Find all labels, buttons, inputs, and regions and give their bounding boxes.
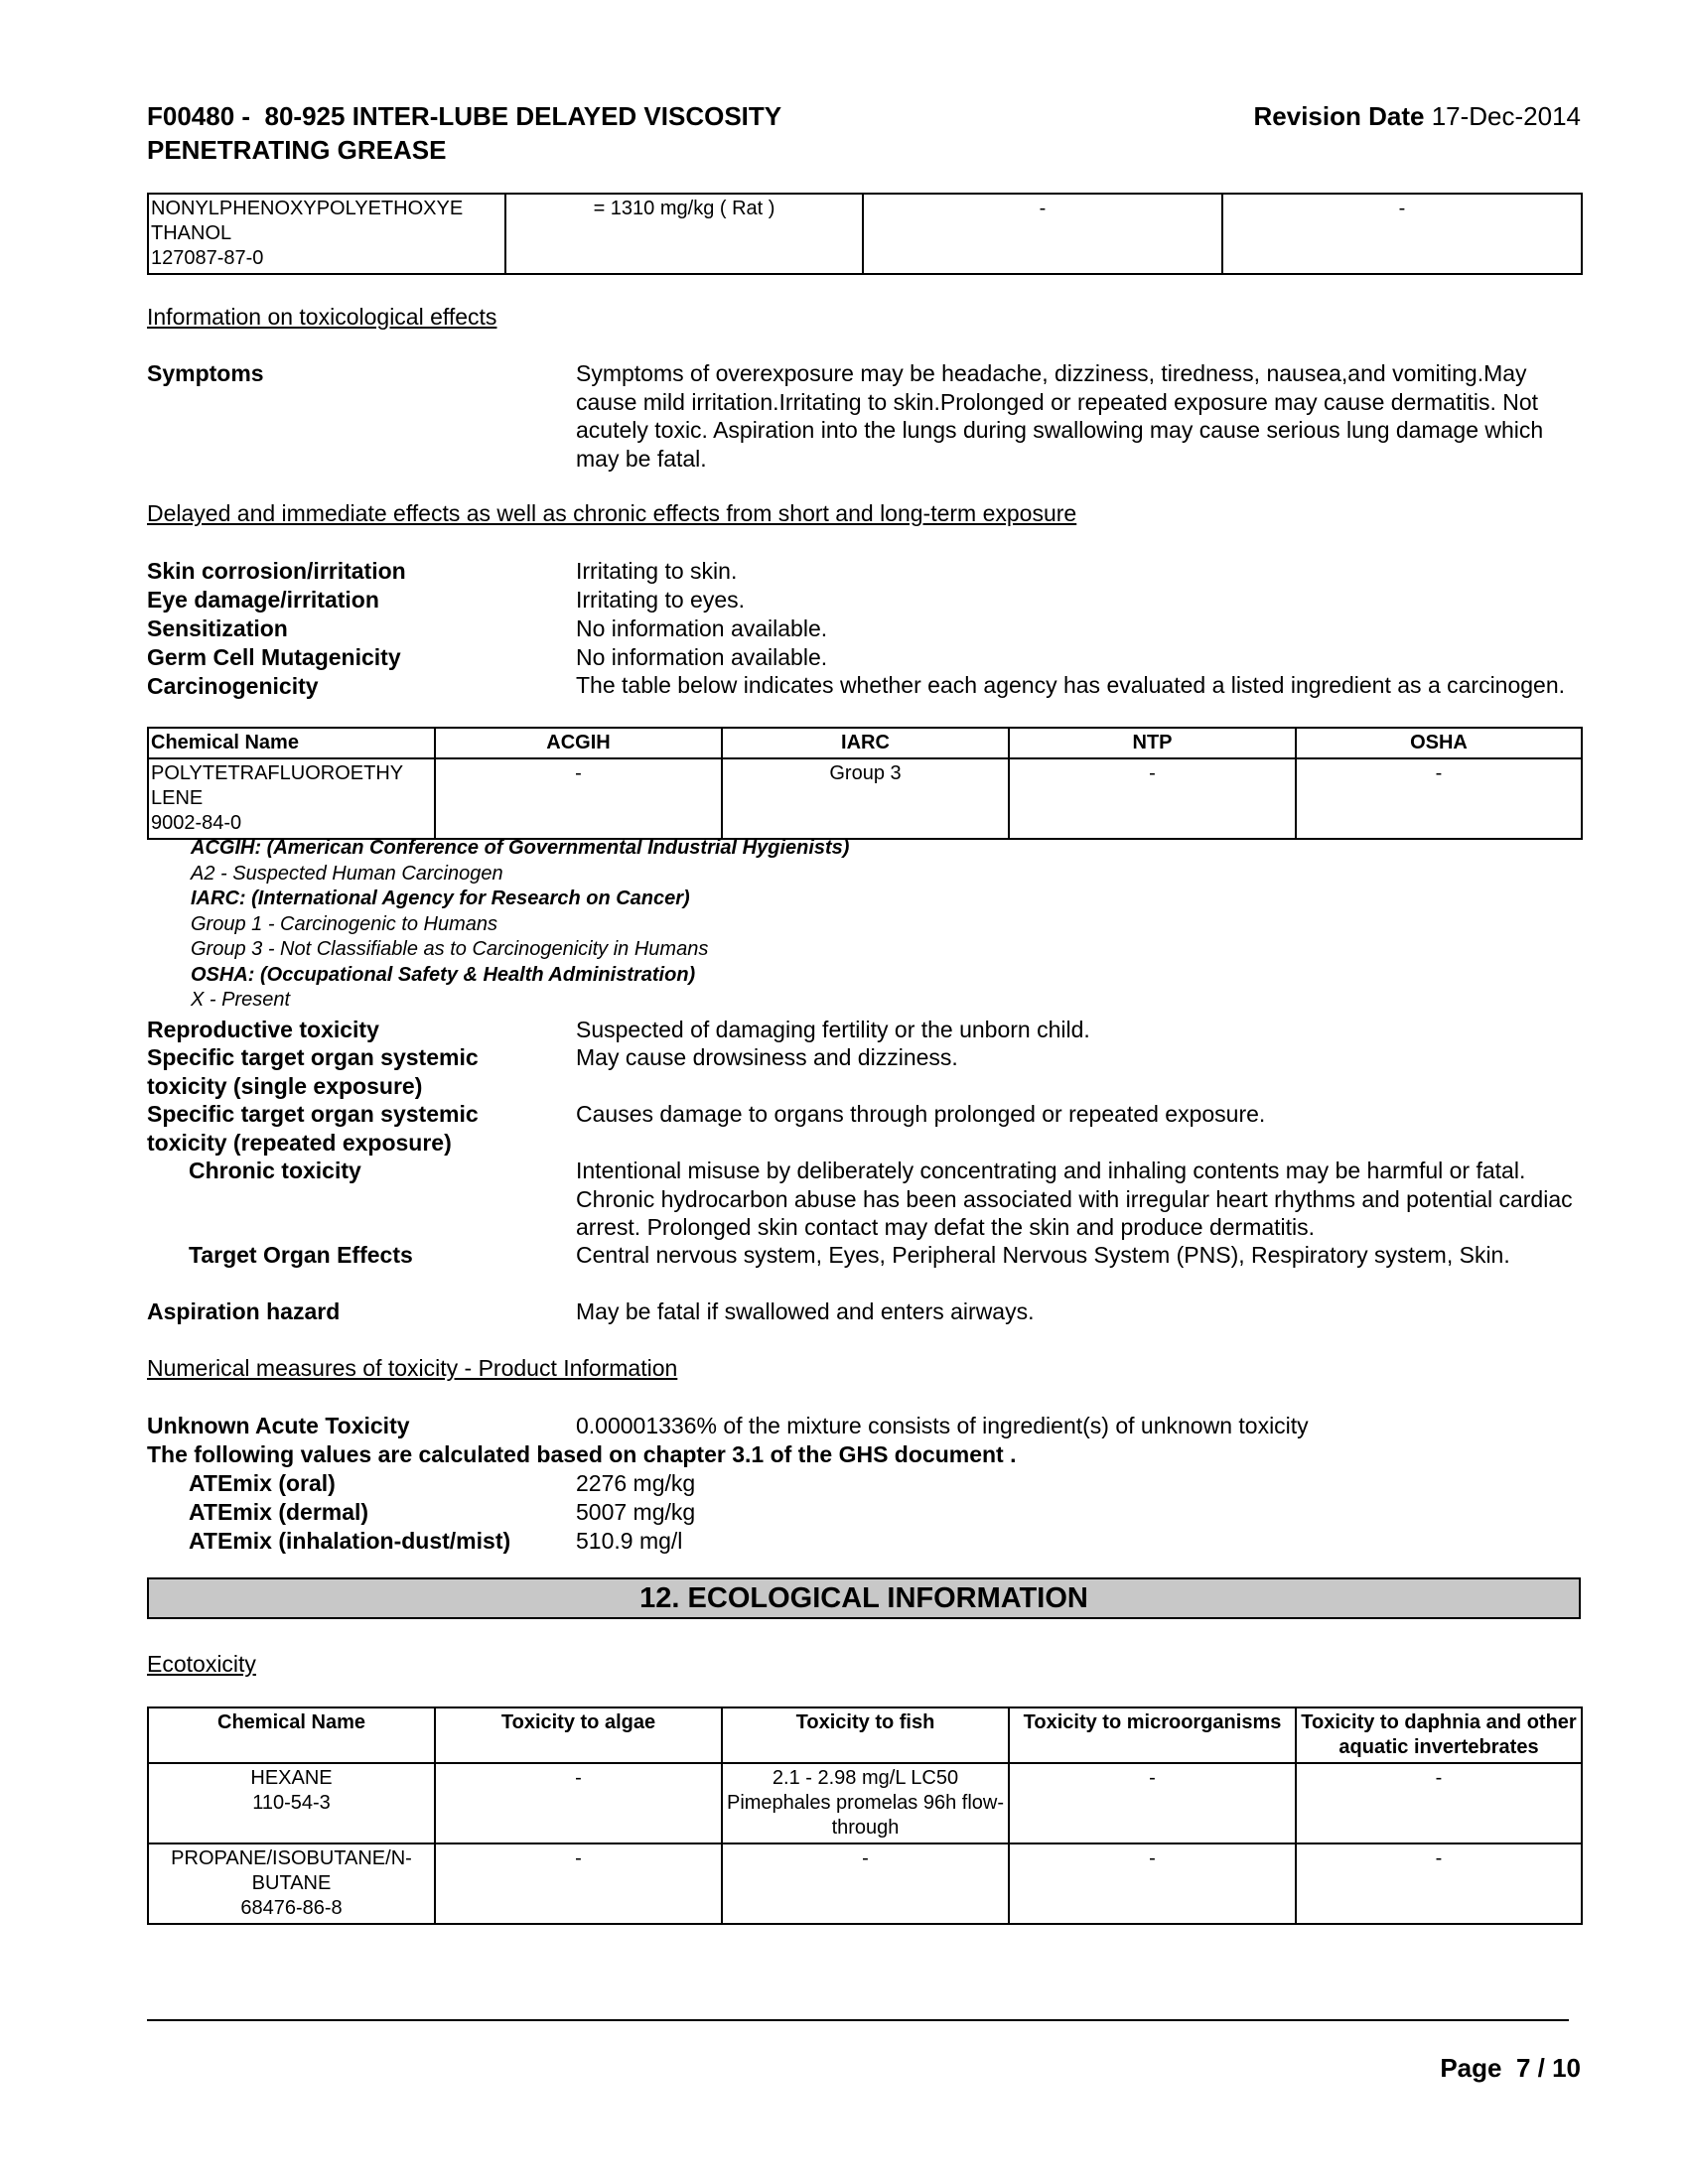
- column-header: Toxicity to algae: [435, 1707, 722, 1763]
- carcinogen-legend: [191, 836, 849, 1014]
- row-value: 5007 mg/kg: [576, 1499, 696, 1525]
- row-label: Unknown Acute Toxicity: [147, 1413, 410, 1438]
- row-label: Specific target organ systemic toxicity (repeated exposure): [147, 1101, 479, 1156]
- title-line-1: - 80-925 INTER-LUBE DELAYED VISCOSITY: [234, 101, 782, 131]
- row-value: 510.9 mg/l: [576, 1528, 683, 1554]
- table-cell: -: [1296, 1843, 1582, 1924]
- row-value: Irritating to eyes.: [576, 587, 746, 613]
- table-cell: -: [435, 1763, 722, 1843]
- row-value: No information available.: [576, 615, 828, 641]
- table-row: [148, 194, 1582, 274]
- revision-value: 17-Dec-2014: [1431, 101, 1581, 131]
- row-label: ATEmix (inhalation-dust/mist): [189, 1528, 511, 1554]
- row-label: Aspiration hazard: [147, 1298, 341, 1324]
- section-banner: 12. ECOLOGICAL INFORMATION: [147, 1577, 1581, 1619]
- row-value: The table below indicates whether each agency has evaluated a listed ingredient as a carcinogen.: [576, 672, 1566, 698]
- carcinogen-table: [147, 727, 1583, 840]
- table-cell: -: [722, 1843, 1009, 1924]
- title-line-2: PENETRATING GREASE: [147, 135, 447, 165]
- table-cell: Group 3: [722, 758, 1009, 839]
- symptoms-value: Symptoms of overexposure may be headache, dizziness, tiredness, nausea,and vomiting.May cause mild irritation.Irritating to skin.Prolonged or repeated exposure may cause dermatitis. Not acutely toxic. Aspiration into the lungs during swallowing may cause serious lung damage which may be fatal.: [576, 360, 1544, 472]
- revision-date: [1254, 99, 1582, 133]
- tox-info-heading: Information on toxicological effects: [147, 304, 497, 330]
- column-header: ACGIH: [435, 728, 722, 758]
- row-value: Intentional misuse by deliberately concentrating and inhaling contents may be harmful or fatal. Chronic hydrocarbon abuse has been associated with irregular heart rhythms and potential cardiac arrest. Prolonged skin contact may defat the skin and produce dermatitis.: [576, 1158, 1573, 1240]
- ecotoxicity-heading: Ecotoxicity: [147, 1651, 256, 1677]
- row-label: ATEmix (dermal): [189, 1499, 369, 1525]
- row-value: 0.00001336% of the mixture consists of ingredient(s) of unknown toxicity: [576, 1413, 1309, 1438]
- column-header: NTP: [1009, 728, 1296, 758]
- column-header: Toxicity to fish: [722, 1707, 1009, 1763]
- legend-line: ACGIH: (American Conference of Governmental Industrial Hygienists): [191, 837, 850, 859]
- table-cell: -: [1296, 1763, 1582, 1843]
- footer-divider: [147, 2019, 1569, 2021]
- table-cell: -: [1009, 1763, 1296, 1843]
- column-header: Toxicity to microorganisms: [1009, 1707, 1296, 1763]
- chemical-name-cell: HEXANE 110-54-3: [148, 1763, 435, 1843]
- row-label: Sensitization: [147, 615, 288, 641]
- row-value: May cause drowsiness and dizziness.: [576, 1044, 958, 1070]
- row-value: Irritating to skin.: [576, 558, 738, 584]
- table-cell: -: [1009, 1843, 1296, 1924]
- column-header: Toxicity to daphnia and other aquatic invertebrates: [1296, 1707, 1582, 1763]
- legend-line: Group 3 - Not Classifiable as to Carcinogenicity in Humans: [191, 938, 709, 960]
- table-row: [148, 1763, 1582, 1843]
- delayed-effects-heading: Delayed and immediate effects as well as chronic effects from short and long-term exposure: [147, 500, 1077, 526]
- row-value: Suspected of damaging fertility or the unborn child.: [576, 1017, 1090, 1042]
- ecotoxicity-table: [147, 1706, 1583, 1925]
- table-header-row: [148, 728, 1582, 758]
- row-value: 2276 mg/kg: [576, 1470, 696, 1496]
- row-value: May be fatal if swallowed and enters airways.: [576, 1298, 1035, 1324]
- table-cell: -: [1296, 758, 1582, 839]
- row-label: Chronic toxicity: [189, 1158, 361, 1183]
- page-label: Page: [1440, 2053, 1502, 2083]
- row-label: Germ Cell Mutagenicity: [147, 644, 401, 670]
- symptoms-label: Symptoms: [147, 360, 264, 386]
- product-code: F00480: [147, 101, 235, 131]
- legend-line: OSHA: (Occupational Safety & Health Administration): [191, 963, 696, 986]
- row-label: Eye damage/irritation: [147, 587, 379, 613]
- calc-note: The following values are calculated based on chapter 3.1 of the GHS document .: [147, 1441, 1017, 1467]
- document-title: [147, 99, 781, 167]
- row-label: Specific target organ systemic toxicity (single exposure): [147, 1044, 479, 1099]
- row-value: Central nervous system, Eyes, Peripheral Nervous System (PNS), Respiratory system, Skin.: [576, 1242, 1510, 1268]
- numerical-heading: Numerical measures of toxicity - Product Information: [147, 1355, 678, 1381]
- table-cell: = 1310 mg/kg ( Rat ): [505, 194, 863, 274]
- page-number: [1440, 2053, 1581, 2084]
- page-value: 7 / 10: [1515, 2053, 1581, 2083]
- revision-label: Revision Date: [1253, 101, 1425, 131]
- column-header: Chemical Name: [148, 1707, 435, 1763]
- chemical-name-cell: POLYTETRAFLUOROETHY LENE 9002-84-0: [148, 758, 435, 839]
- column-header: Chemical Name: [148, 728, 435, 758]
- table-cell: 2.1 - 2.98 mg/L LC50 Pimephales promelas 96h flow-through: [722, 1763, 1009, 1843]
- row-label: Skin corrosion/irritation: [147, 558, 406, 584]
- table-header-row: [148, 1707, 1582, 1763]
- row-label: Carcinogenicity: [147, 673, 319, 699]
- row-value: Causes damage to organs through prolonged or repeated exposure.: [576, 1101, 1266, 1127]
- acute-tox-table: [147, 193, 1583, 275]
- table-cell: -: [435, 1843, 722, 1924]
- chemical-name-cell: PROPANE/ISOBUTANE/N-BUTANE 68476-86-8: [148, 1843, 435, 1924]
- row-label: Target Organ Effects: [189, 1242, 413, 1268]
- legend-line: IARC: (International Agency for Research on Cancer): [191, 887, 690, 909]
- legend-line: X - Present: [191, 989, 291, 1011]
- table-cell: -: [1222, 194, 1582, 274]
- table-row: [148, 1843, 1582, 1924]
- chemical-name-cell: NONYLPHENOXYPOLYETHOXYE THANOL 127087-87-0: [148, 194, 505, 274]
- row-label: ATEmix (oral): [189, 1470, 336, 1496]
- row-value: No information available.: [576, 644, 828, 670]
- row-label: Reproductive toxicity: [147, 1017, 379, 1042]
- legend-line: Group 1 - Carcinogenic to Humans: [191, 912, 498, 935]
- column-header: IARC: [722, 728, 1009, 758]
- table-cell: -: [1009, 758, 1296, 839]
- legend-line: A2 - Suspected Human Carcinogen: [191, 862, 503, 885]
- table-cell: -: [435, 758, 722, 839]
- column-header: OSHA: [1296, 728, 1582, 758]
- table-cell: -: [863, 194, 1222, 274]
- table-row: [148, 758, 1582, 839]
